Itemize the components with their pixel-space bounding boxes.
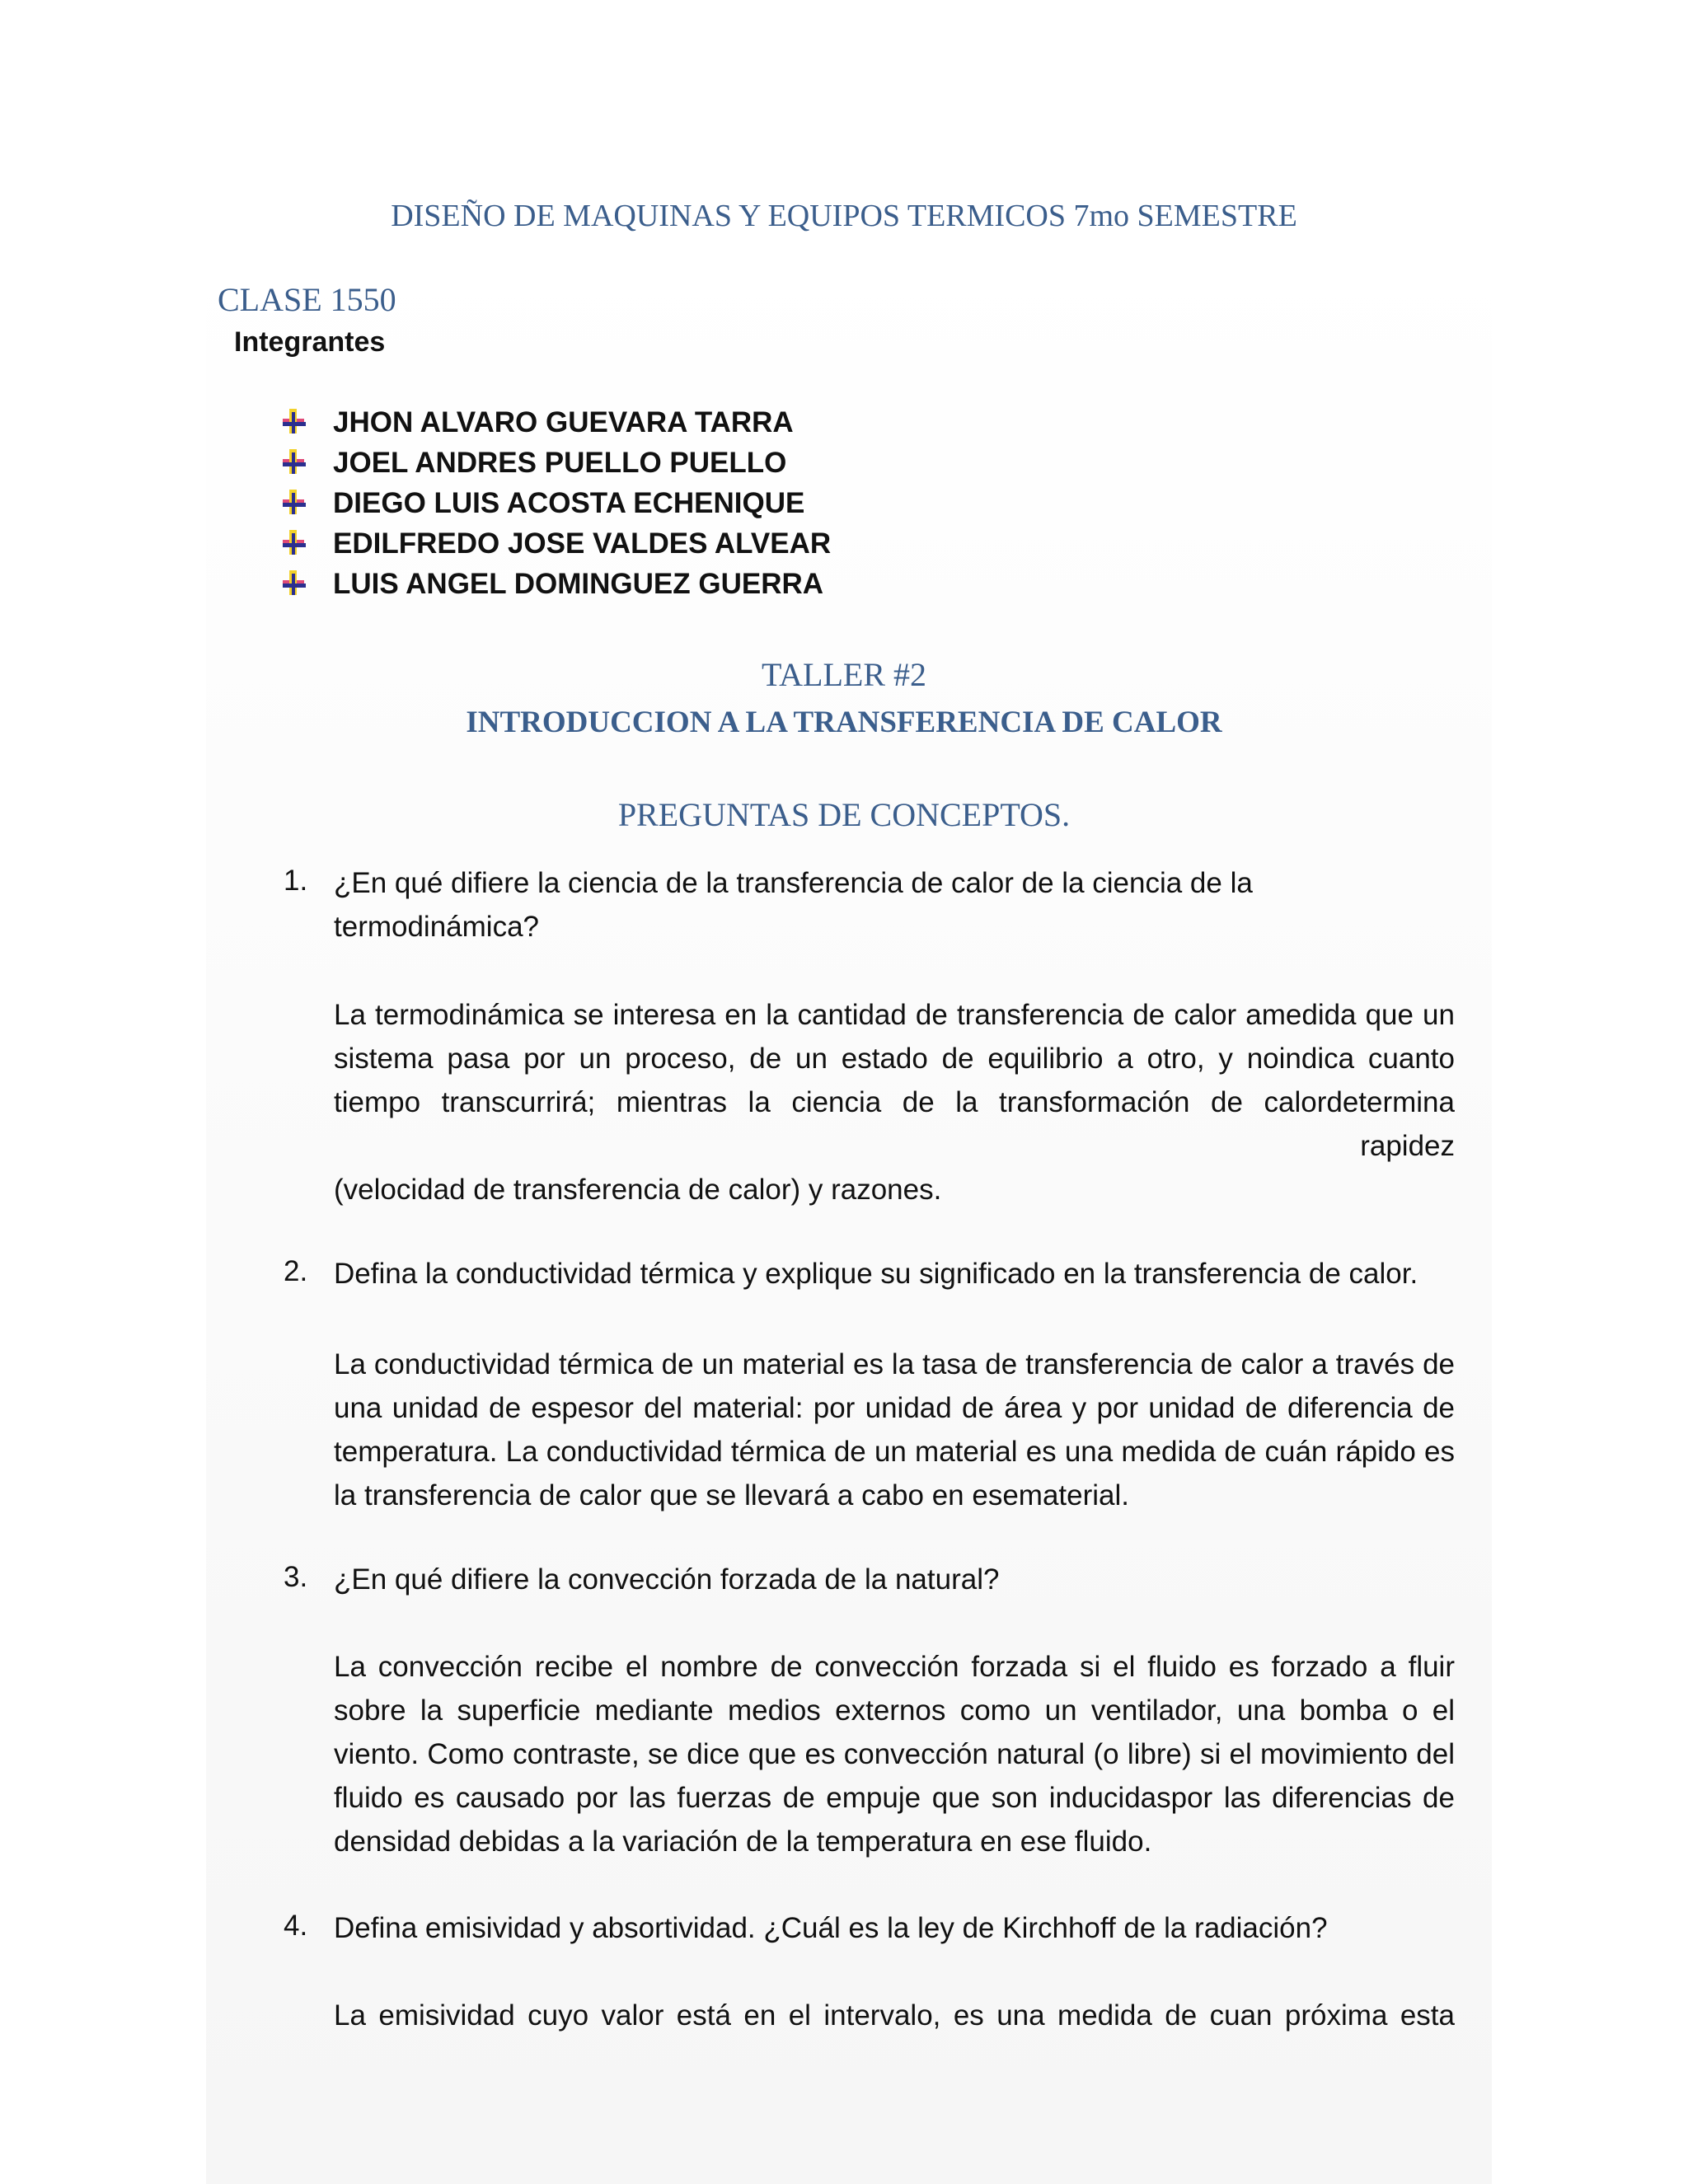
question-number: 2.: [284, 1255, 308, 1287]
section-title: PREGUNTAS DE CONCEPTOS.: [617, 796, 1071, 833]
workshop-subtitle: INTRODUCCION A LA TRANSFERENCIA DE CALOR: [466, 705, 1222, 739]
question-text: ¿En qué difiere la ciencia de la transferencia de calor de la ciencia de la termodinámica?: [334, 867, 1253, 943]
question-number: 1.: [284, 865, 308, 897]
answer-text: La convección recibe el nombre de convección forzada si el fluido es forzado a fluir sobre la superficie mediante medios externos como un ventilador, una bomba o el viento. Como contraste, se dice que es convección natural (o libre) si el movimiento del fluido es causado por las fuerzas de empuje que son inducidaspor las diferencias de densidad debidas a la variación de la temperatura en ese fluido.: [334, 1651, 1455, 1858]
answer-text: La emisividad cuyo valor está en el intervalo, es una medida de cuan próxima esta: [334, 1999, 1455, 2032]
question-text: ¿En qué difiere la convección forzada de la natural?: [334, 1563, 1000, 1596]
member-name: EDILFREDO JOSE VALDES ALVEAR: [333, 527, 832, 560]
arrow-bullet-icon: [280, 564, 313, 604]
class-label: CLASE 1550: [218, 281, 396, 318]
list-item: [280, 523, 831, 564]
member-name: DIEGO LUIS ACOSTA ECHENIQUE: [333, 486, 805, 519]
question-number: 4.: [284, 1910, 308, 1942]
list-item: [280, 443, 831, 483]
list-item: [280, 483, 831, 523]
member-name: JHON ALVARO GUEVARA TARRA: [333, 405, 794, 438]
answer-text: La termodinámica se interesa en la cantidad de transferencia de calor amedida que un sistema pasa por un proceso, de un estado de equilibrio a otro, y noindica cuanto tiempo transcurrirá; mientras la ciencia de la transformación de calordetermina: [334, 999, 1455, 1118]
document-title: DISEÑO DE MAQUINAS Y EQUIPOS TERMICOS 7mo SEMESTRE: [391, 199, 1297, 233]
answer-text: (velocidad de transferencia de calor) y razones.: [334, 1174, 942, 1206]
arrow-bullet-icon: [280, 443, 313, 483]
answer-text: rapidez: [1360, 1130, 1455, 1162]
member-name: JOEL ANDRES PUELLO PUELLO: [333, 446, 787, 479]
member-name: LUIS ANGEL DOMINGUEZ GUERRA: [333, 567, 824, 600]
workshop-title: TALLER #2: [761, 656, 927, 693]
arrow-bullet-icon: [280, 402, 313, 443]
question-number: 3.: [284, 1561, 308, 1593]
question-text: Defina emisividad y absortividad. ¿Cuál es la ley de Kirchhoff de la radiación?: [334, 1912, 1328, 1944]
arrow-bullet-icon: [280, 483, 313, 523]
members-heading: Integrantes: [234, 326, 386, 358]
list-item: [280, 402, 831, 443]
question-text: Defina la conductividad térmica y explique su significado en la transferencia de calor.: [334, 1258, 1418, 1290]
answer-text: La conductividad térmica de un material es la tasa de transferencia de calor a través de una unidad de espesor del material: por unidad de área y por unidad de diferencia de temperatura. La conductividad térmica de un material es una medida de cuán rápido es la transferencia de calor que se llevará a cabo en esematerial.: [334, 1348, 1455, 1511]
arrow-bullet-icon: [280, 523, 313, 564]
list-item: [280, 564, 831, 604]
members-list: [280, 402, 831, 604]
